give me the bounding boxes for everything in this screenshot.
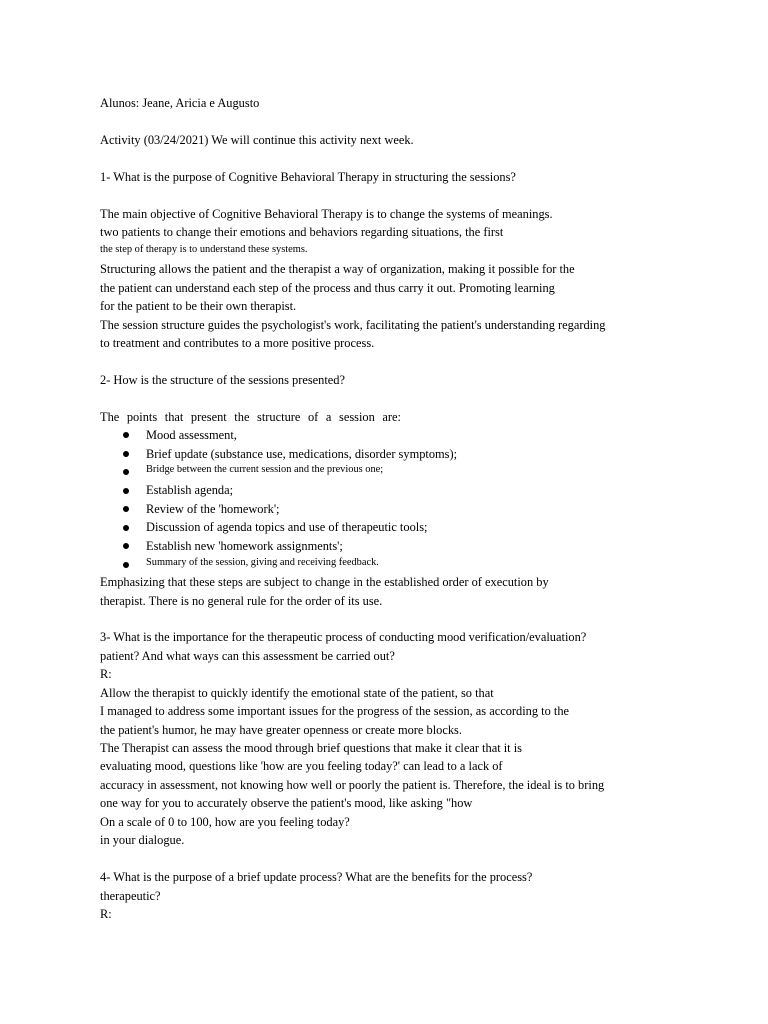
list-item: Bridge between the current session and the previous one; [146,464,384,475]
q2-conclusion-line: therapist. There is no general rule for the order of its use. [100,594,383,608]
activity-line: Activity (03/24/2021) We will continue this activity next week. [100,133,414,147]
bullet-icon [123,488,129,494]
bullet-icon [123,432,129,438]
q3-answer-marker: R: [100,667,112,681]
q1-answer-line: The session structure guides the psychologist's work, facilitating the patient's understanding regarding [100,318,606,332]
bullet-icon [123,543,129,549]
q1-answer-line: to treatment and contributes to a more positive process. [100,336,375,350]
q4-answer-marker: R: [100,907,112,921]
q4-question-line: therapeutic? [100,889,161,903]
q3-answer-line: Allow the therapist to quickly identify the emotional state of the patient, so that [100,686,494,700]
list-item: Establish agenda; [146,483,234,497]
q2-intro: The points that present the structure of a session are: [100,410,401,424]
q3-answer-line: accuracy in assessment, not knowing how well or poorly the patient is. Therefore, the ideal is to bring [100,778,605,792]
list-item: Mood assessment, [146,428,237,442]
bullet-icon [123,506,129,512]
q1-answer-line: the step of therapy is to understand these systems. [100,244,308,255]
q1-answer-line: for the patient to be their own therapist. [100,299,297,313]
q1-answer-line: Structuring allows the patient and the therapist a way of organization, making it possible for the [100,262,575,276]
list-item: Establish new 'homework assignments'; [146,539,343,553]
q1-answer-line: the patient can understand each step of the process and thus carry it out. Promoting learning [100,281,555,295]
q3-answer-line: On a scale of 0 to 100, how are you feeling today? [100,815,350,829]
q1-answer-line: The main objective of Cognitive Behavioral Therapy is to change the systems of meanings. [100,207,553,221]
q3-answer-line: in your dialogue. [100,833,185,847]
bullet-icon [123,562,129,568]
q3-answer-line: one way for you to accurately observe the patient's mood, like asking "how [100,796,473,810]
q3-answer-line: I managed to address some important issues for the progress of the session, as according to the [100,704,570,718]
q3-question-line: 3- What is the importance for the therapeutic process of conducting mood verification/evaluation? [100,630,587,644]
students-line: Alunos: Jeane, Aricia e Augusto [100,96,260,110]
q3-answer-line: the patient's humor, he may have greater openness or create more blocks. [100,723,462,737]
bullet-icon [123,525,129,531]
q1-question: 1- What is the purpose of Cognitive Behavioral Therapy in structuring the sessions? [100,170,516,184]
q3-answer-line: evaluating mood, questions like 'how are you feeling today?' can lead to a lack of [100,759,503,773]
q4-question-line: 4- What is the purpose of a brief update process? What are the benefits for the process? [100,870,533,884]
bullet-icon [123,469,129,475]
bullet-icon [123,451,129,457]
q2-conclusion-line: Emphasizing that these steps are subject to change in the established order of execution by [100,575,549,589]
list-item: Review of the 'homework'; [146,502,280,516]
list-item: Brief update (substance use, medications, disorder symptoms); [146,447,458,461]
q3-question-line: patient? And what ways can this assessment be carried out? [100,649,395,663]
q2-question: 2- How is the structure of the sessions presented? [100,373,345,387]
list-item: Discussion of agenda topics and use of therapeutic tools; [146,520,428,534]
list-item: Summary of the session, giving and receiving feedback. [146,557,379,568]
q1-answer-line: two patients to change their emotions and behaviors regarding situations, the first [100,225,504,239]
q3-answer-line: The Therapist can assess the mood through brief questions that make it clear that it is [100,741,522,755]
